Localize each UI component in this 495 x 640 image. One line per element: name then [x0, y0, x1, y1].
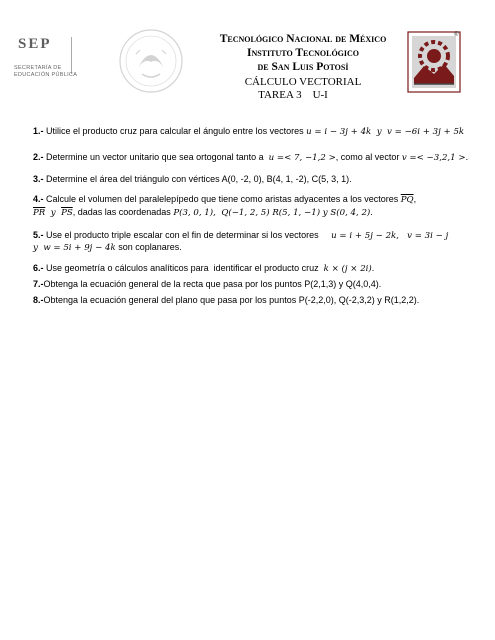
problem-1 [33, 126, 483, 138]
problem-7 [33, 279, 483, 290]
problem-number: 1.- [33, 126, 44, 136]
problem-number: 2.- [33, 152, 44, 162]
course-title: CÁLCULO VECTORIAL [244, 76, 362, 88]
assignment-title: TAREA 3 U-I [258, 89, 328, 101]
problem-number: 3.- [33, 174, 44, 184]
problem-text-2: son coplanares. [115, 242, 182, 252]
problem-text: Use geometría o cálculos analíticos para identificar el producto cruz [43, 263, 324, 273]
problem-text: Obtenga la ecuación general del plano que pasa por los puntos P(-2,2,0), Q(-2,3,2) y R(1,2,2). [43, 295, 420, 305]
math-vector-v: v =< −3,2,1 > [401, 153, 466, 163]
problem-text-2: , dadas las coordenadas [72, 207, 174, 217]
problem-end: . [465, 152, 469, 162]
problem-text: Utilice el producto cruz para calcular el ángulo entre los vectores [43, 126, 307, 136]
problem-3 [33, 174, 483, 185]
title-line-1: Tecnológico Nacional de México [219, 33, 387, 45]
separator: , [413, 194, 417, 204]
registered-mark: ® [454, 32, 459, 38]
problem-number: 5.- [33, 230, 44, 240]
vector-ps: $\overline{PS}$ [61, 208, 73, 218]
problem-text: Obtenga la ecuación general de la recta que pasa por los puntos P(2,1,3) y Q(4,0,4). [43, 279, 382, 289]
mexico-seal-icon [118, 28, 184, 94]
sep-logo-line1: SECRETARÍA DE [14, 65, 62, 71]
problem-4-line-2 [33, 207, 483, 219]
conjunction: y [45, 208, 62, 218]
problem-4-line-1 [33, 194, 483, 206]
problem-5-line-1 [33, 230, 483, 242]
title-line-3: de San Luis Potosí [257, 61, 349, 73]
problem-6 [33, 263, 483, 275]
problem-end: . [371, 263, 375, 273]
point-coordinates: P(3, 0, 1), Q(−1, 2, 5) R(5, 1, −1) y S(0, 4, 2) [173, 208, 371, 218]
sep-logo-word: SEP [18, 36, 52, 52]
sep-divider [71, 37, 72, 74]
math-vector-w: y w = 5i + 9j − 4k [33, 243, 116, 253]
problem-text: Determine un vector unitario que sea ortogonal tanto a [43, 152, 269, 162]
problem-number: 7.- [33, 279, 44, 289]
problem-5-line-2 [33, 242, 483, 254]
problem-text: Use el producto triple escalar con el fin de determinar si los vectores [43, 230, 332, 240]
problem-text-2: , como al vector [335, 152, 402, 162]
vector-pq: $\overline{PQ}$ [400, 195, 414, 205]
problem-8 [33, 295, 483, 306]
problem-number: 6.- [33, 263, 44, 273]
math-vector-u: u =< 7, −1,2 > [268, 153, 336, 163]
vector-pr: $\overline{PR}$ [33, 208, 46, 218]
conjunction: y [371, 127, 388, 137]
math-vector-v: v = −6i + 3j + 5k [387, 127, 465, 137]
math-vectors-uv: u = i + 5j − 2k, v = 3i − j [331, 231, 449, 241]
problem-text: Calcule el volumen del paralelepípedo que tiene como aristas adyacentes a los vectores [43, 194, 401, 204]
sep-logo-line2: EDUCACIÓN PÚBLICA [14, 72, 78, 78]
problem-text: Determine el área del triángulo con vértices A(0, -2, 0), B(4, 1, -2), C(5, 3, 1). [43, 174, 352, 184]
problem-end: . [370, 207, 373, 217]
problem-2 [33, 152, 483, 164]
problem-number: 8.- [33, 295, 44, 305]
title-line-2: Instituto Tecnológico [246, 47, 360, 59]
math-cross-product: k × (j × 2i) [323, 264, 372, 274]
problem-number: 4.- [33, 194, 44, 204]
math-vector-u: u = i − 3j + 4k [306, 127, 372, 137]
